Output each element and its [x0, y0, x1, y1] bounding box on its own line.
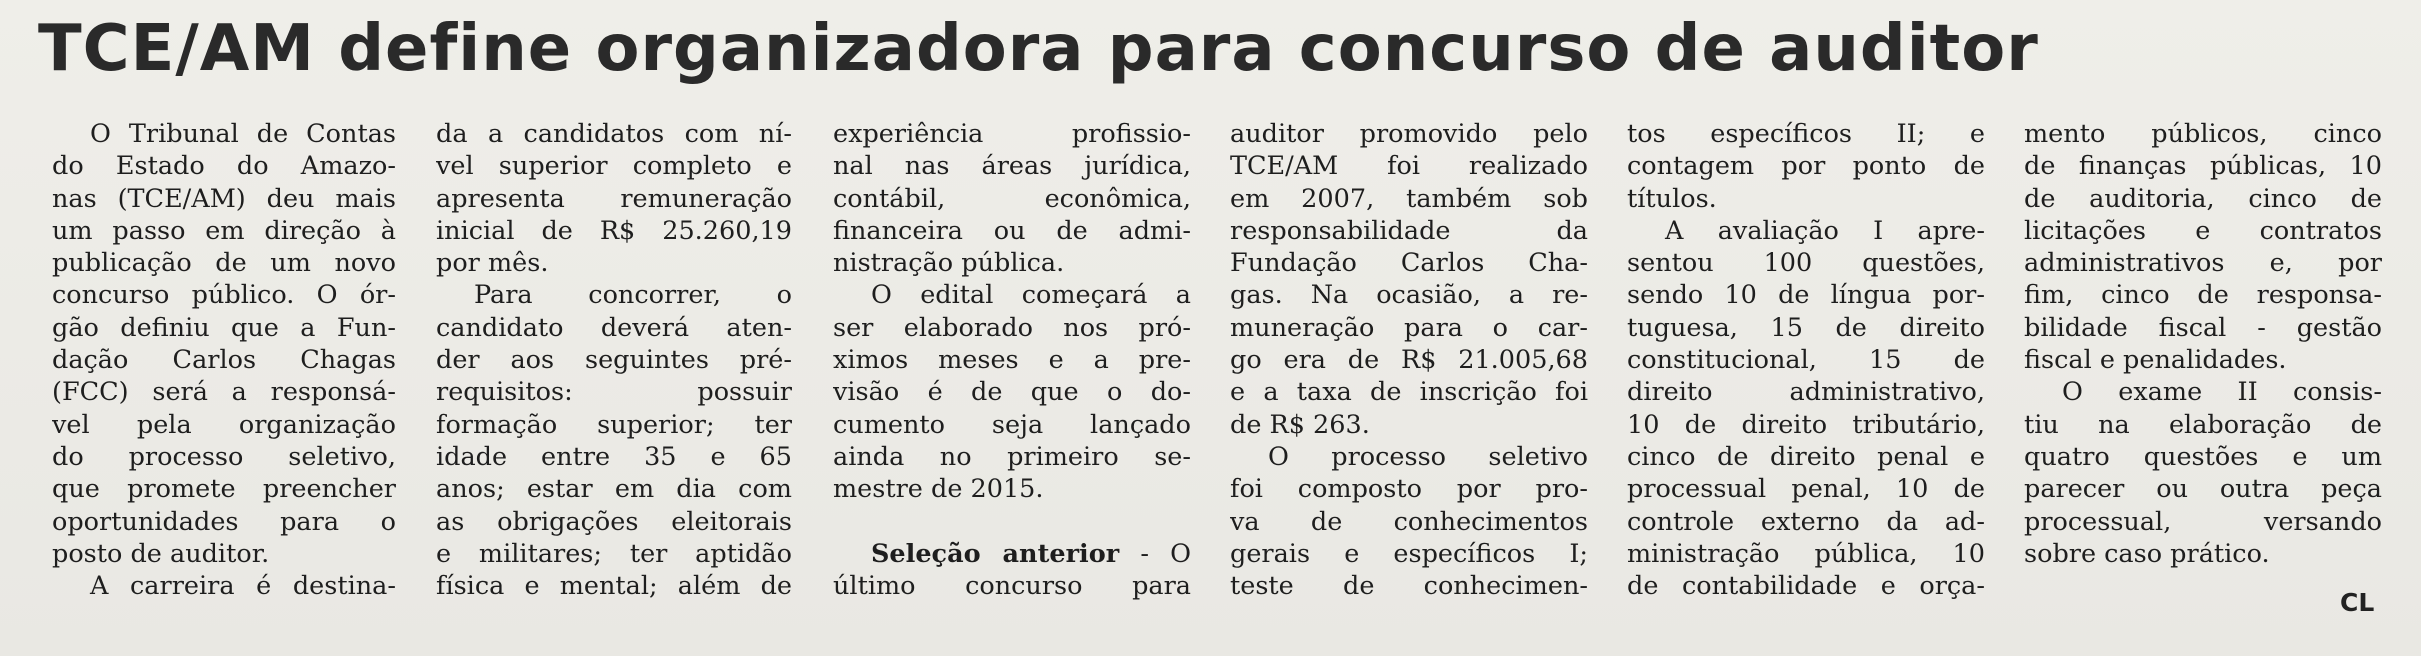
text-line: de contabilidade e orça-: [1627, 571, 1985, 602]
text-line: e militares; ter aptidão: [436, 538, 792, 569]
text-line: licitações e contratos: [2024, 215, 2382, 246]
text-line: fiscal e penalidades.: [2024, 345, 2287, 376]
text-line: ainda no primeiro se-: [833, 441, 1191, 472]
text-line: idade entre 35 e 65: [436, 441, 792, 472]
text-line: 10 de direito tributário,: [1627, 409, 1985, 440]
text-line: sendo 10 de língua por-: [1627, 280, 1985, 311]
text-line: A carreira é destina-: [90, 571, 396, 602]
text-line: ministração pública, 10: [1627, 538, 1985, 569]
text-line: de auditoria, cinco de: [2024, 183, 2382, 214]
text-line: foi composto por pro-: [1230, 474, 1588, 505]
text-line: posto de auditor.: [52, 538, 270, 569]
text-line: ximos meses e a pre-: [833, 345, 1191, 376]
text-line: sentou 100 questões,: [1627, 248, 1985, 279]
text-line: títulos.: [1627, 183, 1717, 214]
text-line: as obrigações eleitorais: [436, 506, 792, 537]
text-line: por mês.: [436, 248, 549, 279]
text-line: va de conhecimentos: [1230, 506, 1588, 537]
text-line: nal nas áreas jurídica,: [833, 151, 1191, 182]
text-line: do Estado do Amazo-: [52, 151, 396, 182]
text-line: bilidade fiscal - gestão: [2024, 312, 2382, 343]
text-line: direito administrativo,: [1627, 377, 1985, 408]
text-line: der aos seguintes pré-: [436, 345, 792, 376]
text-line: O edital começará a: [871, 280, 1191, 311]
text-line: dação Carlos Chagas: [52, 345, 396, 376]
text-line: tiu na elaboração de: [2024, 409, 2382, 440]
text-line: (FCC) será a responsá-: [52, 377, 396, 408]
article-column-1: [52, 118, 396, 602]
article-column-5: [1627, 118, 1985, 602]
author-signature: CL: [2340, 588, 2375, 617]
text-line: do processo seletivo,: [52, 441, 396, 472]
text-line: concurso público. O ór-: [52, 280, 396, 311]
text-line: parecer ou outra peça: [2024, 474, 2382, 505]
text-line: O exame II consis-: [2062, 377, 2382, 408]
text-line: fim, cinco de responsa-: [2024, 280, 2382, 311]
article-column-6: [2024, 118, 2382, 570]
text-line: teste de conhecimen-: [1230, 571, 1588, 602]
text-line: auditor promovido pelo: [1230, 119, 1588, 149]
text-line: nas (TCE/AM) deu mais: [52, 183, 396, 214]
text-line: formação superior; ter: [436, 409, 792, 440]
text-line: contagem por ponto de: [1627, 151, 1985, 182]
text-line: sobre caso prático.: [2024, 538, 2270, 569]
text-line: um passo em direção à: [52, 215, 396, 246]
text-line: tos específicos II; e: [1627, 119, 1985, 149]
text-line: TCE/AM foi realizado: [1230, 151, 1588, 182]
text-line: gão definiu que a Fun-: [52, 312, 396, 343]
text-line: gerais e específicos I;: [1230, 538, 1588, 569]
text-line: em 2007, também sob: [1230, 183, 1588, 214]
text-line: Para concorrer, o: [474, 280, 792, 311]
text-line: financeira ou de admi-: [833, 215, 1191, 246]
text-line: mento públicos, cinco: [2024, 119, 2382, 149]
text-line: tuguesa, 15 de direito: [1627, 312, 1985, 343]
text-line: inicial de R$ 25.260,19: [436, 215, 792, 246]
subheading: Seleção anterior: [871, 538, 1120, 569]
text-line: O processo seletivo: [1268, 441, 1588, 472]
text-line: processual, versando: [2024, 506, 2382, 537]
text-line: anos; estar em dia com: [436, 474, 792, 505]
text-fragment: - O: [1119, 538, 1191, 569]
text-line: contábil, econômica,: [833, 183, 1191, 214]
article-column-4: [1230, 118, 1588, 602]
text-line: oportunidades para o: [52, 506, 396, 537]
text-line: cinco de direito penal e: [1627, 441, 1985, 472]
text-line: e a taxa de inscrição foi: [1230, 377, 1588, 408]
text-line: experiência profissio-: [833, 119, 1191, 149]
headline: TCE/AM define organizadora para concurso de auditor: [38, 12, 2039, 86]
text-line: nistração pública.: [833, 248, 1065, 279]
text-line: vel superior completo e: [436, 151, 792, 182]
text-line: A avaliação I apre-: [1665, 215, 1985, 246]
text-line: Fundação Carlos Cha-: [1230, 248, 1588, 279]
text-line: controle externo da ad-: [1627, 506, 1985, 537]
text-line: gas. Na ocasião, a re-: [1230, 280, 1588, 311]
text-line: cumento seja lançado: [833, 409, 1191, 440]
text-line: de R$ 263.: [1230, 409, 1370, 440]
text-line: O Tribunal de Contas: [90, 119, 396, 149]
text-line: da a candidatos com ní-: [436, 119, 792, 149]
text-line: ser elaborado nos pró-: [833, 312, 1191, 343]
text-line: física e mental; além de: [436, 571, 792, 602]
text-line: muneração para o car-: [1230, 312, 1588, 343]
article-column-2: [436, 118, 792, 602]
article-column-3: [833, 118, 1191, 602]
text-line: [833, 506, 1191, 538]
text-line: mestre de 2015.: [833, 474, 1044, 505]
text-line: publicação de um novo: [52, 248, 396, 279]
text-line: go era de R$ 21.005,68: [1230, 345, 1588, 376]
text-line: de finanças públicas, 10: [2024, 151, 2382, 182]
text-line: [833, 538, 1191, 570]
text-line: que promete preencher: [52, 474, 396, 505]
text-line: vel pela organização: [52, 409, 396, 440]
text-line: visão é de que o do-: [833, 377, 1191, 408]
text-line: apresenta remuneração: [436, 183, 792, 214]
text-line: requisitos: possuir: [436, 377, 792, 408]
text-line: processual penal, 10 de: [1627, 474, 1985, 505]
text-line: último concurso para: [833, 571, 1191, 602]
text-line: responsabilidade da: [1230, 215, 1588, 246]
text-line: constitucional, 15 de: [1627, 345, 1985, 376]
text-line: quatro questões e um: [2024, 441, 2382, 472]
text-line: candidato deverá aten-: [436, 312, 792, 343]
text-line: administrativos e, por: [2024, 248, 2382, 279]
